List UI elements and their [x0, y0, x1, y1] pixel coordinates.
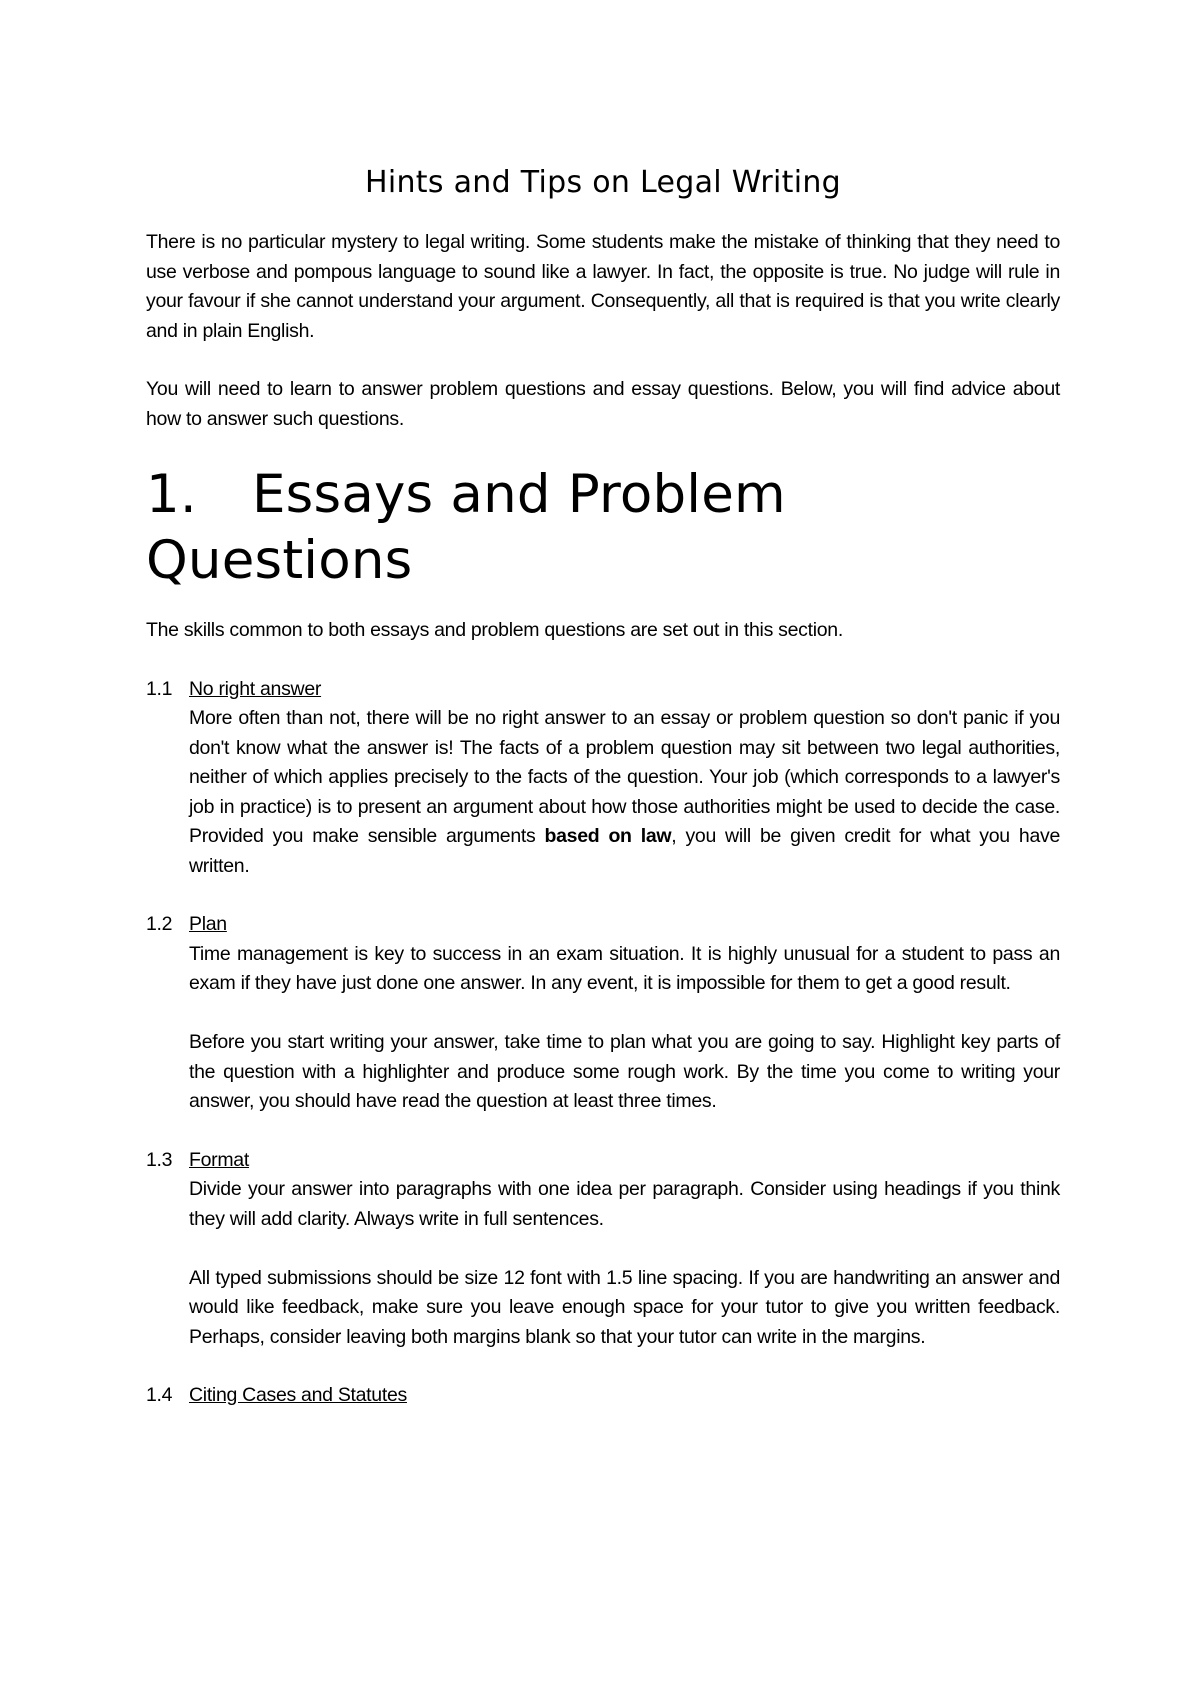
section-heading-1: [146, 462, 1060, 594]
intro-paragraph-1: There is no particular mystery to legal writing. Some students make the mistake of thinking that they need to use verbose and pompous language to sound like a lawyer. In fact, the opposite is true. No judge will rule in your favour if she cannot understand your argument. Consequently, all that is required is that you write clearly and in plain English.: [146, 231, 1060, 342]
subsection-paragraph: Divide your answer into paragraphs with one idea per paragraph. Consider using headings if you think they will add clarity. Always write in full sentences.: [189, 1178, 1060, 1230]
subsection-title: Citing Cases and Statutes: [189, 1384, 407, 1406]
document-title: Hints and Tips on Legal Writing: [364, 165, 842, 200]
subsection-title: Format: [189, 1148, 249, 1171]
subsection-heading: [146, 1146, 1060, 1176]
subsection-heading: [146, 675, 1060, 705]
paragraph-text: More often than not, there will be no right answer to an essay or problem question so don't panic if you don't know what the answer is! The facts of a problem question may sit between two legal authorities, neither of which applies precisely to the facts of the question. Your job (which corresponds to a lawyer's job in practice) is to present an argument about how those authorities might be used to decide the case. Provided you make sensible arguments: [189, 707, 1060, 847]
subsection-number: 1.1: [146, 677, 173, 700]
intro-paragraph-2: You will need to learn to answer problem questions and essay questions. Below, you will find advice about how to answer such questions.: [146, 378, 1060, 430]
section-number: 1.: [146, 464, 197, 525]
subsection-paragraph: All typed submissions should be size 12 font with 1.5 line spacing. If you are handwriting an answer and would like feedback, make sure you leave enough space for your tutor to give you written feedback. Perhaps, consider leaving both margins blank so that your tutor can write in the margins.: [189, 1266, 1060, 1348]
subsection-number: 1.3: [146, 1148, 173, 1171]
subsection-body: [189, 1175, 1060, 1352]
subsection-paragraph: Time management is key to success in an exam situation. It is highly unusual for a student to pass an exam if they have just done one answer. In any event, it is impossible for them to get a good result.: [189, 942, 1060, 994]
subsection-title: Plan: [189, 913, 227, 935]
subsection-1-4: [146, 1381, 1060, 1411]
section-intro-paragraph: The skills common to both essays and problem questions are set out in this section.: [146, 619, 843, 641]
document-content: [146, 160, 1060, 1411]
bold-emphasis: based on law: [544, 825, 672, 847]
subsection-1-1: [146, 675, 1060, 882]
subsection-body: [189, 704, 1060, 881]
section-heading-line1: Essays and Problem: [252, 464, 786, 525]
subsection-heading: [146, 910, 1060, 940]
subsection-paragraph: Before you start writing your answer, take time to plan what you are going to say. Highlight key parts of the question with a highlighter and produce some rough work. By the time you come to writing your answer, you should have read the question at least three times.: [189, 1031, 1060, 1112]
subsection-1-3: [146, 1146, 1060, 1353]
subsection-number: 1.2: [146, 913, 173, 935]
subsection-1-2: [146, 910, 1060, 1117]
subsection-title: No right answer: [189, 677, 322, 700]
subsection-body: [189, 940, 1060, 1117]
subsection-heading: [146, 1381, 1060, 1411]
subsection-paragraph: [189, 704, 1060, 881]
paragraph-text: , you will be given credit for what you have written.: [189, 825, 1060, 877]
section-heading-line2: Questions: [146, 530, 413, 591]
subsection-number: 1.4: [146, 1384, 173, 1406]
